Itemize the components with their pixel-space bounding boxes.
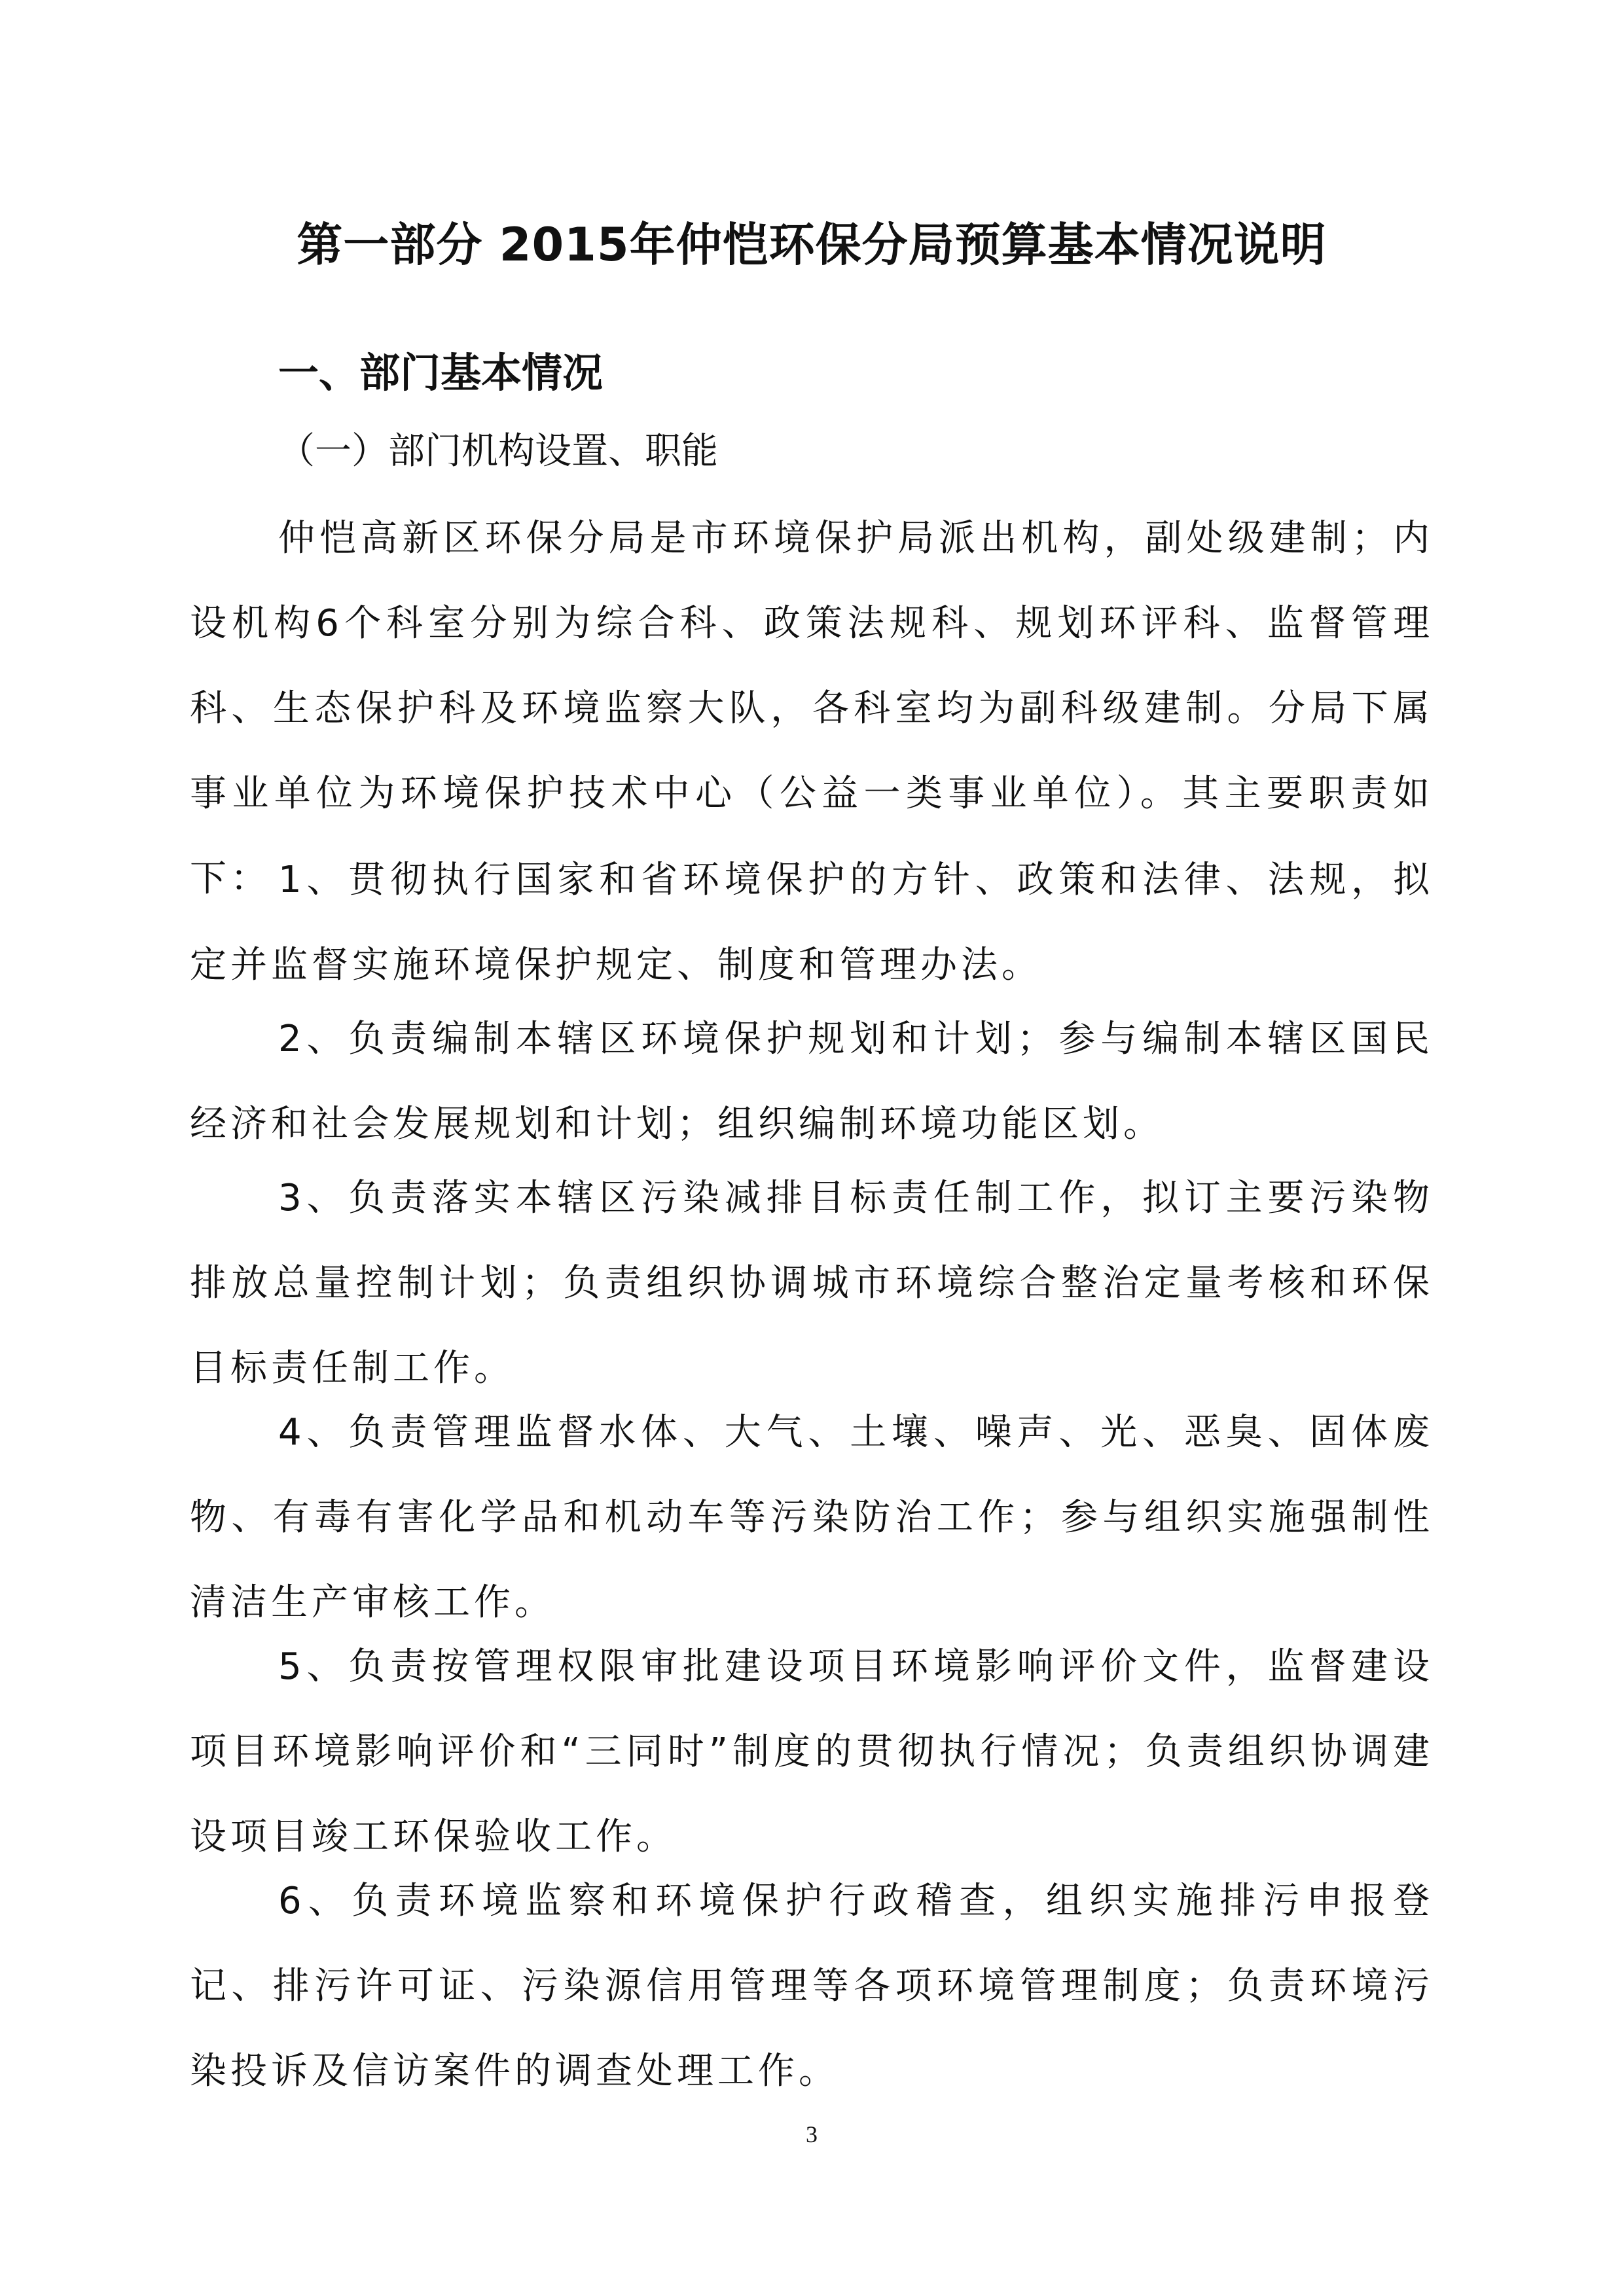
subsection-heading: （一）部门机构设置、职能 <box>278 430 718 473</box>
duty-paragraph-3: 3、负责落实本辖区污染减排目标责任制工作，拟订主要污染物排放总量控制计划；负责组织协调城市环境综合整治定量考核和环保目标责任制工作。 <box>190 1177 1434 1390</box>
document-title: 第一部分 2015年仲恺环保分局预算基本情况说明 <box>297 218 1327 272</box>
duty-paragraph-6: 6、负责环境监察和环境保护行政稽查，组织实施排污申报登记、排污许可证、污染源信用管理等各项环境管理制度；负责环境污染投诉及信访案件的调查处理工作。 <box>190 1880 1434 2092</box>
duty-paragraph-5: 5、负责按管理权限审批建设项目环境影响评价文件，监督建设项目环境影响评价和“三同时”制度的贯彻执行情况；负责组织协调建设项目竣工环保验收工作。 <box>190 1645 1434 1858</box>
duty-paragraph-1: 1、贯彻执行国家和省环境保护的方针、政策和法律、法规，拟定并监督实施环境保护规定、制度和管理办法。 <box>190 859 1434 986</box>
page-number: 3 <box>806 2121 818 2147</box>
section-heading: 一、部门基本情况 <box>278 349 604 397</box>
duty-paragraph-2: 2、负责编制本辖区环境保护规划和计划；参与编制本辖区国民经济和社会发展规划和计划；组织编制环境功能区划。 <box>190 1018 1434 1145</box>
intro-paragraph: 仲恺高新区环保分局是市环境保护局派出机构，副处级建制；内设机构6个科室分别为综合科、政策法规科、规划环评科、监督管理科、生态保护科及环境监察大队，各科室均为副科级建制。分局下属事业单位为环境保护技术中心（公益一类事业单位）。其主要职责如下： <box>190 517 1434 900</box>
duty-paragraph-4: 4、负责管理监督水体、大气、土壤、噪声、光、恶臭、固体废物、有毒有害化学品和机动车等污染防治工作；参与组织实施强制性清洁生产审核工作。 <box>190 1411 1434 1624</box>
